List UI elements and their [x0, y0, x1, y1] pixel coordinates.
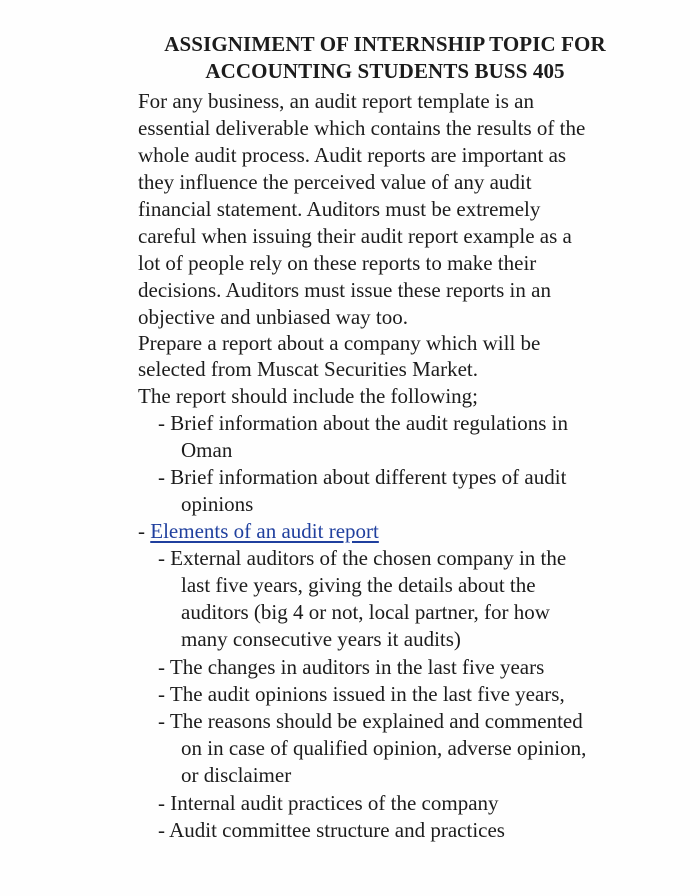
intro-line: careful when issuing their audit report example as a [138, 224, 572, 248]
list-item-text: The changes in auditors in the last five years [169, 655, 545, 679]
list-item-external-auditors [158, 545, 566, 571]
list-item-auditor-changes [158, 654, 544, 680]
list-item-continuation: or disclaimer [181, 763, 292, 787]
list-item-text: Brief information about the audit regulations in [170, 411, 568, 435]
list-item-text: Audit committee structure and practices [169, 818, 505, 842]
list-item-text: Internal audit practices of the company [170, 791, 499, 815]
list-item-continuation: opinions [181, 492, 254, 516]
list-item-internal-audit [158, 790, 499, 816]
list-item-continuation: many consecutive years it audits) [181, 627, 461, 651]
task-line: Prepare a report about a company which will be [138, 331, 541, 355]
bullet-dash: - [158, 791, 171, 815]
intro-line: decisions. Auditors must issue these reports in an [138, 278, 551, 302]
document-title-line-1: ASSIGNIMENT OF INTERNSHIP TOPIC FOR [164, 32, 606, 56]
intro-line: whole audit process. Audit reports are important as [138, 143, 567, 167]
list-item-continuation: on in case of qualified opinion, adverse opinion, [181, 736, 587, 760]
intro-line: they influence the perceived value of any audit [138, 170, 532, 194]
requirements-intro: The report should include the following; [138, 384, 479, 408]
list-item-text: The reasons should be explained and commented [169, 709, 583, 733]
task-line: selected from Muscat Securities Market. [138, 357, 478, 381]
bullet-dash: - [138, 519, 151, 543]
list-item-continuation: last five years, giving the details about the [181, 573, 536, 597]
list-item-regulations [158, 410, 568, 436]
intro-line: lot of people rely on these reports to make their [138, 251, 537, 275]
list-item-audit-committee [158, 817, 505, 843]
bullet-dash: - [158, 411, 171, 435]
bullet-dash: - [158, 465, 171, 489]
list-item-continuation: Oman [181, 438, 233, 462]
list-item-text: External auditors of the chosen company in the [170, 546, 567, 570]
document-title-line-2: ACCOUNTING STUDENTS BUSS 405 [205, 59, 565, 83]
list-item-audit-opinions [158, 681, 565, 707]
bullet-dash: - [158, 709, 170, 733]
list-item-opinion-types [158, 464, 566, 490]
list-item-text: Brief information about different types of audit [170, 465, 567, 489]
intro-line: essential deliverable which contains the results of the [138, 116, 586, 140]
bullet-dash: - [158, 682, 170, 706]
list-item-reasons [158, 708, 583, 734]
intro-line: objective and unbiased way too. [138, 305, 409, 329]
list-item-continuation: auditors (big 4 or not, local partner, for how [181, 600, 550, 624]
bullet-dash: - [158, 655, 170, 679]
intro-line: financial statement. Auditors must be extremely [138, 197, 541, 221]
elements-of-audit-report-link[interactable]: Elements of an audit report [150, 519, 379, 543]
bullet-dash: - [158, 546, 171, 570]
list-item-text: The audit opinions issued in the last five years, [169, 682, 565, 706]
bullet-dash: - [158, 818, 170, 842]
list-item-elements [138, 518, 379, 544]
intro-line: For any business, an audit report template is an [138, 89, 534, 113]
